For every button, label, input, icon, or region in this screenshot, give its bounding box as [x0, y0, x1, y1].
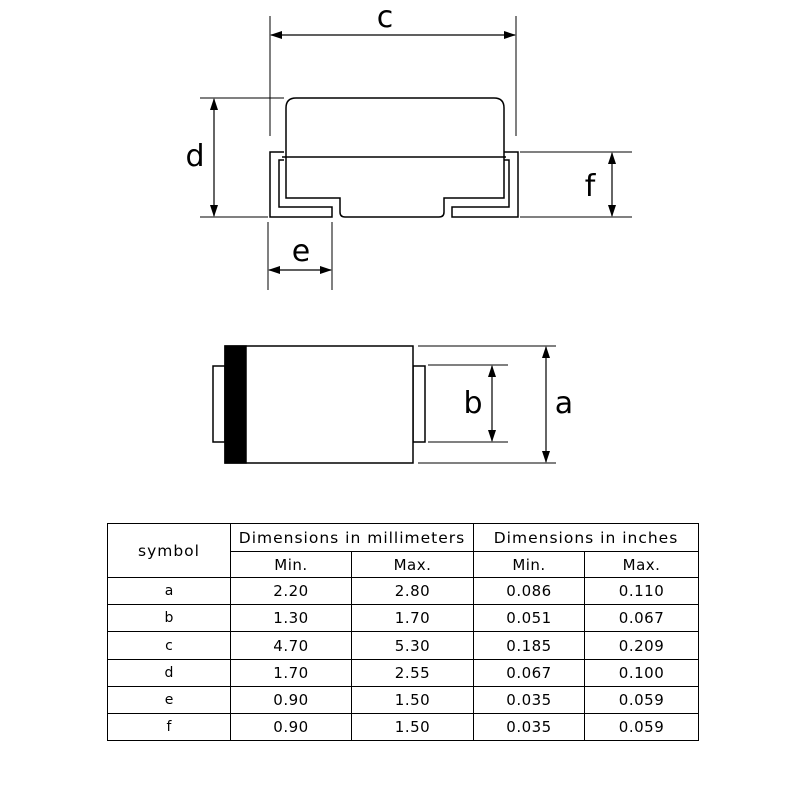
mm-max-cell: 2.80 — [352, 578, 474, 605]
mm-max-cell: 1.70 — [352, 605, 474, 632]
symbol-cell: f — [108, 713, 231, 740]
left-lead — [270, 152, 332, 217]
inch-max-cell: 0.100 — [585, 659, 699, 686]
inch-max-cell: 0.110 — [585, 578, 699, 605]
inch-min-cell: 0.067 — [474, 659, 585, 686]
symbol-cell: e — [108, 686, 231, 713]
inch-min-header: Min. — [474, 552, 585, 578]
inch-max-cell: 0.067 — [585, 605, 699, 632]
label-a: a — [554, 386, 574, 421]
inch-max-cell: 0.209 — [585, 632, 699, 659]
inch-min-cell: 0.185 — [474, 632, 585, 659]
mm-max-header: Max. — [352, 552, 474, 578]
mm-min-cell: 4.70 — [231, 632, 352, 659]
symbol-cell: c — [108, 632, 231, 659]
top-view-body — [225, 346, 413, 463]
top-view-left-terminal — [213, 366, 225, 442]
mm-min-cell: 0.90 — [231, 686, 352, 713]
mm-max-cell: 1.50 — [352, 686, 474, 713]
side-view — [270, 98, 518, 217]
mm-min-cell: 1.70 — [231, 659, 352, 686]
inch-max-header: Max. — [585, 552, 699, 578]
mm-header: Dimensions in millimeters — [231, 524, 474, 552]
cathode-band — [225, 346, 246, 463]
mm-max-cell: 1.50 — [352, 713, 474, 740]
mm-max-cell: 2.55 — [352, 659, 474, 686]
symbol-cell: d — [108, 659, 231, 686]
label-d: d — [185, 139, 205, 174]
label-f: f — [584, 169, 596, 204]
table-row — [108, 686, 699, 713]
symbol-cell: b — [108, 605, 231, 632]
inch-min-cell: 0.035 — [474, 686, 585, 713]
inch-min-cell: 0.035 — [474, 713, 585, 740]
mm-max-cell: 5.30 — [352, 632, 474, 659]
top-view-right-terminal — [413, 366, 425, 442]
symbol-header: symbol — [108, 524, 231, 578]
right-lead — [452, 152, 518, 217]
top-view — [213, 346, 425, 463]
mm-min-cell: 2.20 — [231, 578, 352, 605]
table-row — [108, 578, 699, 605]
table-row — [108, 659, 699, 686]
inch-max-cell: 0.059 — [585, 686, 699, 713]
inch-max-cell: 0.059 — [585, 713, 699, 740]
mm-min-cell: 0.90 — [231, 713, 352, 740]
dimensions-table — [107, 523, 699, 741]
table-row — [108, 713, 699, 740]
inch-min-cell: 0.086 — [474, 578, 585, 605]
inch-header: Dimensions in inches — [474, 524, 699, 552]
table-row — [108, 632, 699, 659]
label-e: e — [291, 234, 311, 269]
label-b: b — [463, 386, 483, 421]
mm-min-header: Min. — [231, 552, 352, 578]
table-row — [108, 605, 699, 632]
symbol-cell: a — [108, 578, 231, 605]
label-c: c — [376, 0, 394, 35]
inch-min-cell: 0.051 — [474, 605, 585, 632]
mm-min-cell: 1.30 — [231, 605, 352, 632]
